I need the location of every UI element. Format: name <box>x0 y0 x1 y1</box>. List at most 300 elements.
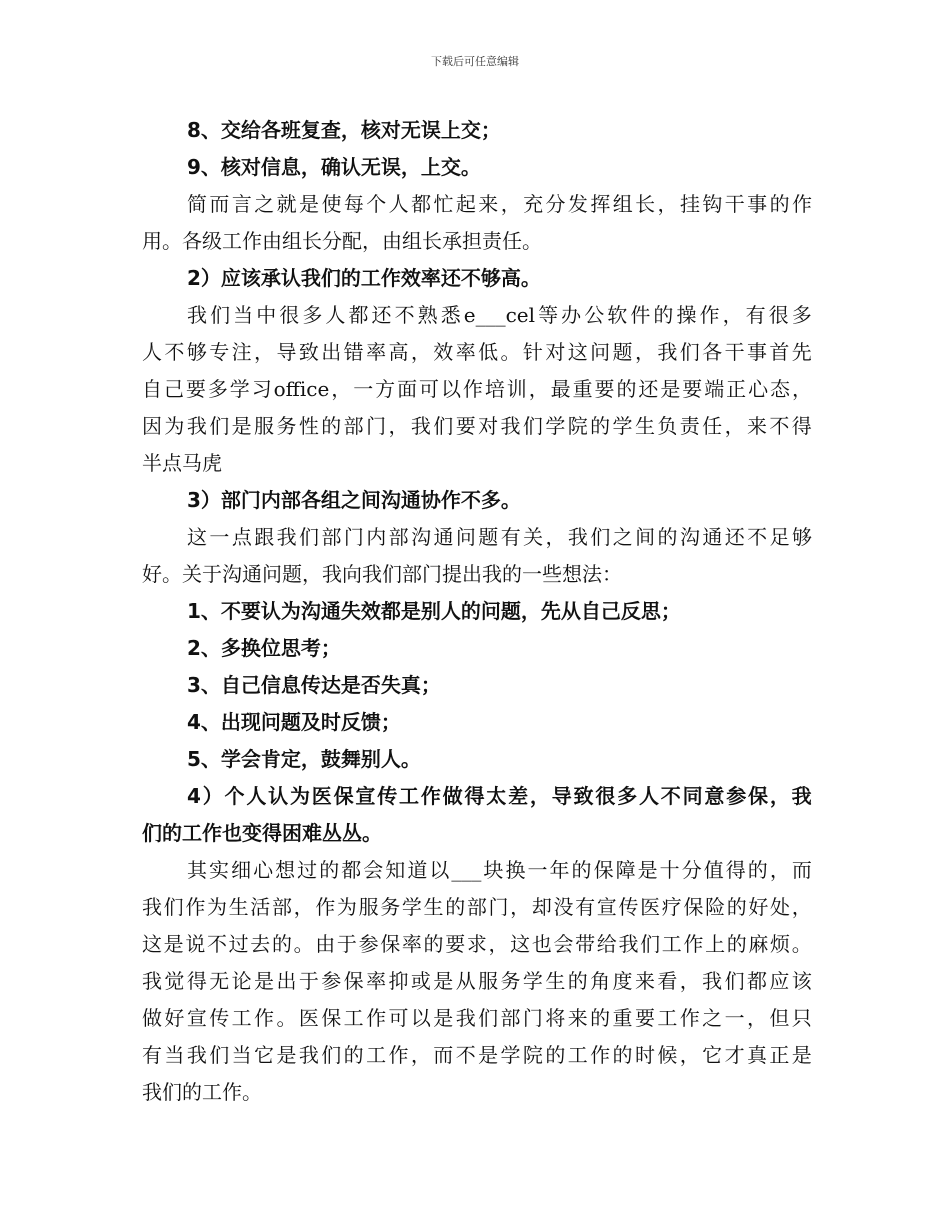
text-glyph: ， <box>528 377 549 401</box>
text-glyph: 门 <box>522 1006 543 1030</box>
text-glyph: 正 <box>726 377 747 401</box>
text-glyph: 这 <box>142 932 162 956</box>
text-glyph: 给 <box>596 932 617 956</box>
text-glyph: 活 <box>250 895 271 919</box>
text-glyph: 不 <box>455 1043 476 1067</box>
text-glyph: 们 <box>522 414 543 438</box>
text-glyph: 还 <box>724 525 745 549</box>
text-glyph: 抑 <box>388 969 409 993</box>
text-glyph: 过 <box>297 858 318 882</box>
text-glyph: 服 <box>254 414 275 438</box>
text-glyph: 有 <box>500 525 521 549</box>
text-glyph: 都 <box>411 192 432 216</box>
text-glyph: 块 <box>483 858 504 882</box>
text-glyph: 是 <box>637 858 658 882</box>
text-glyph: 们 <box>433 414 454 438</box>
text-glyph: office <box>273 377 330 401</box>
text-glyph: 为 <box>289 784 310 808</box>
text-glyph: 服 <box>478 969 499 993</box>
text-glyph: 们 <box>163 895 184 919</box>
text-line: 我们的工作。 <box>142 1080 262 1104</box>
text-glyph: 率 <box>366 340 387 364</box>
text-glyph: 们 <box>299 525 320 549</box>
text-glyph: 组 <box>612 192 633 216</box>
text-glyph: 不 <box>747 525 768 549</box>
text-line <box>142 889 812 926</box>
text-glyph: 作 <box>590 1043 611 1067</box>
text-glyph: 应 <box>769 969 790 993</box>
text-glyph: 来 <box>567 1006 588 1030</box>
text-glyph: 医 <box>298 1006 319 1030</box>
text-glyph: 宣 <box>596 895 617 919</box>
text-glyph: ， <box>791 895 812 919</box>
text-glyph: 值 <box>703 858 724 882</box>
text-glyph: 处 <box>770 895 791 919</box>
text-glyph: 一 <box>724 1006 745 1030</box>
text-glyph: 件 <box>630 303 651 327</box>
text-line: 半点马虎 <box>142 451 222 475</box>
text-glyph: 务 <box>276 414 297 438</box>
text-glyph: 参 <box>358 932 379 956</box>
text-glyph: ， <box>769 784 790 808</box>
text-glyph: 传 <box>377 784 398 808</box>
text-glyph: 们 <box>321 1043 342 1067</box>
text-glyph: 端 <box>704 377 725 401</box>
text-glyph: 参 <box>321 969 342 993</box>
text-glyph: 务 <box>380 895 401 919</box>
text-glyph: ， <box>634 340 655 364</box>
text-glyph: 认 <box>268 784 289 808</box>
text-glyph: 等 <box>538 303 559 327</box>
text-glyph: 都 <box>348 303 369 327</box>
text-line: 3、自己信息传达是否失真； <box>187 673 441 697</box>
text-glyph: 服 <box>358 895 379 919</box>
text-glyph: 很 <box>768 303 789 327</box>
text-line <box>142 1037 812 1074</box>
text-glyph: 发 <box>567 192 588 216</box>
text-glyph: 多 <box>302 303 323 327</box>
text-glyph: 的 <box>571 858 592 882</box>
text-glyph: ， <box>722 303 743 327</box>
text-glyph: 真 <box>746 1043 767 1067</box>
text-glyph: 无 <box>209 969 230 993</box>
text-glyph: 院 <box>522 1043 543 1067</box>
text-glyph: 的 <box>590 1006 611 1030</box>
text-glyph: 人 <box>142 340 162 364</box>
text-glyph: 我 <box>500 414 521 438</box>
text-glyph: e___cel <box>463 303 536 327</box>
document-body <box>142 112 812 1111</box>
text-glyph: 去 <box>250 932 271 956</box>
text-glyph: 们 <box>209 414 230 438</box>
text-glyph: 点 <box>231 525 252 549</box>
text-glyph: 才 <box>724 1043 745 1067</box>
text-glyph: 是 <box>660 377 681 401</box>
text-glyph: 的 <box>423 932 444 956</box>
text-glyph: 很 <box>595 784 616 808</box>
text-line <box>142 297 812 334</box>
text-glyph: ， <box>410 1043 431 1067</box>
text-glyph: 部 <box>500 1006 521 1030</box>
text-glyph: 注 <box>231 340 252 364</box>
text-glyph: 我 <box>142 895 162 919</box>
text-glyph: 率 <box>401 932 422 956</box>
text-glyph: 于 <box>336 932 357 956</box>
text-glyph: 于 <box>298 969 319 993</box>
text-glyph: 作 <box>699 303 720 327</box>
text-line: 3）部门内部各组之间沟通协作不多。 <box>187 488 521 512</box>
text-glyph: 上 <box>705 932 726 956</box>
text-glyph: 保 <box>333 784 354 808</box>
text-glyph: 有 <box>142 1043 162 1067</box>
text-glyph: 我 <box>410 414 431 438</box>
text-glyph: 的 <box>657 525 678 549</box>
text-glyph: 是 <box>254 969 275 993</box>
text-glyph: 专 <box>209 340 230 364</box>
text-glyph: 来 <box>634 969 655 993</box>
text-glyph: 作 <box>791 192 812 216</box>
text-glyph: 个 <box>224 784 245 808</box>
text-glyph: ， <box>510 895 531 919</box>
text-glyph: 的 <box>653 303 674 327</box>
text-glyph: 是 <box>276 1043 297 1067</box>
text-glyph: 操 <box>676 303 697 327</box>
text-line: 用。各级工作由组长分配，由组长承担责任。 <box>142 229 542 253</box>
text-glyph: 得 <box>791 414 812 438</box>
text-glyph: 为 <box>336 895 357 919</box>
text-glyph: 就 <box>276 192 297 216</box>
text-glyph: 问 <box>455 525 476 549</box>
text-glyph: 各 <box>702 340 723 364</box>
text-line: 们的工作也变得困难丛丛。 <box>142 821 382 845</box>
text-glyph: 工 <box>657 1006 678 1030</box>
text-glyph: 的 <box>726 895 747 919</box>
text-glyph: 4 <box>187 784 201 808</box>
text-glyph: 们 <box>210 303 231 327</box>
text-glyph: 要 <box>594 377 615 401</box>
text-glyph: 之 <box>702 1006 723 1030</box>
text-glyph: 心 <box>748 377 769 401</box>
text-glyph: ， <box>254 340 275 364</box>
text-glyph: ， <box>545 525 566 549</box>
text-glyph: 部 <box>321 525 342 549</box>
text-glyph: 多 <box>207 377 228 401</box>
text-glyph: 忙 <box>433 192 454 216</box>
text-glyph: 知 <box>385 858 406 882</box>
text-glyph: ， <box>724 414 745 438</box>
text-glyph: 得 <box>464 784 485 808</box>
text-glyph: 不 <box>394 303 415 327</box>
text-glyph: 的 <box>545 1043 566 1067</box>
text-glyph: 是 <box>478 1043 499 1067</box>
text-glyph: 参 <box>726 784 747 808</box>
text-glyph: 的 <box>271 932 292 956</box>
text-glyph: 们 <box>478 1006 499 1030</box>
text-glyph: 当 <box>233 303 254 327</box>
text-glyph: 自 <box>142 377 162 401</box>
page-header: 下载后可任意编辑 <box>431 55 519 68</box>
text-glyph: 不 <box>164 340 185 364</box>
text-glyph: 想 <box>275 858 296 882</box>
text-glyph: 院 <box>567 414 588 438</box>
text-glyph: 工 <box>399 784 420 808</box>
text-glyph: 先 <box>791 340 812 364</box>
text-glyph: 是 <box>433 1006 454 1030</box>
text-glyph: 。 <box>500 340 521 364</box>
text-glyph: 通 <box>702 525 723 549</box>
text-glyph: 是 <box>791 1043 812 1067</box>
text-glyph: 传 <box>209 1006 230 1030</box>
text-glyph: 可 <box>388 1006 409 1030</box>
text-glyph: 得 <box>186 969 207 993</box>
text-glyph: 人 <box>325 303 346 327</box>
text-glyph: ___ <box>451 858 482 882</box>
text-glyph: 们 <box>590 525 611 549</box>
text-glyph: 传 <box>618 895 639 919</box>
text-glyph: 麻 <box>748 932 769 956</box>
text-glyph: 软 <box>607 303 628 327</box>
text-glyph: 看 <box>657 969 678 993</box>
text-glyph: 疗 <box>661 895 682 919</box>
text-glyph: 我 <box>657 340 678 364</box>
text-glyph: 障 <box>615 858 636 882</box>
text-glyph: 高 <box>388 340 409 364</box>
text-glyph: 务 <box>500 969 521 993</box>
text-glyph: ， <box>410 340 431 364</box>
text-glyph: 有 <box>745 303 766 327</box>
text-glyph: 生 <box>423 895 444 919</box>
text-glyph: 充 <box>523 192 544 216</box>
text-glyph: 差 <box>508 784 529 808</box>
text-line: 9、核对信息，确认无误，上交。 <box>187 155 481 179</box>
text-glyph: 门 <box>343 525 364 549</box>
text-glyph: 一 <box>527 858 548 882</box>
text-glyph: 首 <box>769 340 790 364</box>
text-glyph: 好 <box>164 1006 185 1030</box>
text-glyph: 公 <box>584 303 605 327</box>
text-glyph: 时 <box>634 1043 655 1067</box>
text-glyph: 们 <box>679 340 700 364</box>
text-glyph: 部 <box>466 895 487 919</box>
text-glyph: 门 <box>366 414 387 438</box>
text-glyph: 。 <box>293 932 314 956</box>
text-glyph: 求 <box>466 932 487 956</box>
text-glyph: 们 <box>209 1043 230 1067</box>
text-glyph: 致 <box>298 340 319 364</box>
text-glyph: 可 <box>419 377 439 401</box>
text-glyph: 要 <box>634 1006 655 1030</box>
text-glyph: 我 <box>455 1006 476 1030</box>
text-glyph: 而 <box>791 858 812 882</box>
text-glyph: 当 <box>164 1043 185 1067</box>
text-glyph: 的 <box>769 192 790 216</box>
text-glyph: 出 <box>276 969 297 993</box>
text-glyph: 没 <box>553 895 574 919</box>
text-glyph: ， <box>488 932 509 956</box>
text-glyph: 生 <box>228 895 249 919</box>
text-glyph: 要 <box>185 377 206 401</box>
text-line: 8、交给各班复查，核对无误上交； <box>187 118 501 142</box>
text-glyph: 说 <box>185 932 206 956</box>
text-glyph: 作 <box>420 784 441 808</box>
text-line <box>142 778 812 815</box>
text-glyph: 保 <box>343 969 364 993</box>
text-glyph: 十 <box>659 858 680 882</box>
text-glyph: 工 <box>661 932 682 956</box>
text-glyph: 作 <box>185 895 206 919</box>
text-glyph: 关 <box>523 525 544 549</box>
text-glyph: 还 <box>638 377 659 401</box>
text-glyph: 办 <box>561 303 582 327</box>
text-glyph: 保 <box>683 895 704 919</box>
text-line <box>142 963 812 1000</box>
text-glyph: ， <box>746 1006 767 1030</box>
text-glyph: 人 <box>246 784 267 808</box>
text-glyph: 己 <box>163 377 184 401</box>
text-glyph: 它 <box>702 1043 723 1067</box>
text-glyph: 候 <box>657 1043 678 1067</box>
text-glyph: 的 <box>343 1043 364 1067</box>
text-glyph: 。 <box>276 1006 297 1030</box>
text-glyph: 但 <box>769 1006 790 1030</box>
text-glyph: 面 <box>397 377 418 401</box>
text-glyph: 每 <box>343 192 364 216</box>
text-glyph: 实 <box>209 858 230 882</box>
text-glyph: 责 <box>679 414 700 438</box>
text-glyph: 要 <box>682 377 703 401</box>
text-glyph: 作 <box>679 1006 700 1030</box>
text-glyph: 门 <box>488 895 509 919</box>
text-glyph: 保 <box>380 932 401 956</box>
text-glyph: 中 <box>256 303 277 327</box>
text-glyph: 事 <box>747 192 768 216</box>
text-glyph: 针 <box>522 340 543 364</box>
text-glyph: 以 <box>429 858 450 882</box>
text-glyph: 我 <box>298 1043 319 1067</box>
text-glyph: 致 <box>573 784 594 808</box>
text-glyph: 以 <box>410 1006 431 1030</box>
text-glyph: 的 <box>319 858 340 882</box>
text-glyph: 效 <box>433 340 454 364</box>
text-glyph: 医 <box>311 784 332 808</box>
text-glyph: 保 <box>593 858 614 882</box>
text-glyph: 因 <box>142 414 162 438</box>
text-glyph: ， <box>500 192 521 216</box>
text-glyph: 而 <box>433 1043 454 1067</box>
text-glyph: 的 <box>445 895 466 919</box>
text-glyph: 我 <box>791 784 812 808</box>
text-glyph: 沟 <box>679 525 700 549</box>
text-glyph: 我 <box>142 969 162 993</box>
text-glyph: 我 <box>567 525 588 549</box>
text-glyph: 烦 <box>770 932 791 956</box>
text-glyph: 生 <box>634 414 655 438</box>
text-glyph: 的 <box>612 1043 633 1067</box>
text-glyph: 过 <box>228 932 249 956</box>
text-glyph: 出 <box>321 340 342 364</box>
text-glyph: 熟 <box>417 303 438 327</box>
text-glyph: 不 <box>660 784 681 808</box>
text-glyph: 带 <box>575 932 596 956</box>
text-glyph: 方 <box>375 377 396 401</box>
text-glyph: 由 <box>315 932 336 956</box>
text-glyph: 换 <box>505 858 526 882</box>
text-glyph: 要 <box>445 932 466 956</box>
text-glyph: 率 <box>455 340 476 364</box>
text-glyph: 是 <box>163 932 184 956</box>
text-glyph: 分 <box>545 192 566 216</box>
text-glyph: 任 <box>702 414 723 438</box>
text-glyph: 间 <box>635 525 656 549</box>
text-glyph: 钩 <box>702 192 723 216</box>
text-glyph: 学 <box>612 414 633 438</box>
text-glyph: 的 <box>616 377 637 401</box>
text-glyph: 题 <box>478 525 499 549</box>
text-glyph: 是 <box>433 969 454 993</box>
text-glyph: 宣 <box>355 784 376 808</box>
text-line: 好。关于沟通问题，我向我们部门提出我的一些想法： <box>142 562 622 586</box>
text-glyph: 培 <box>484 377 505 401</box>
text-glyph: 习 <box>251 377 272 401</box>
text-glyph: ， <box>769 858 790 882</box>
text-glyph: 一 <box>353 377 374 401</box>
text-glyph: 重 <box>572 377 593 401</box>
text-glyph: 干 <box>724 340 745 364</box>
text-glyph: 保 <box>748 784 769 808</box>
text-glyph: 以 <box>440 377 461 401</box>
text-glyph: 负 <box>657 414 678 438</box>
text-glyph: 同 <box>682 784 703 808</box>
text-glyph: 导 <box>551 784 572 808</box>
text-glyph: 够 <box>791 525 812 549</box>
text-glyph: ， <box>791 377 812 401</box>
text-glyph: ， <box>388 414 409 438</box>
text-glyph: 来 <box>478 192 499 216</box>
text-glyph: 是 <box>299 192 320 216</box>
text-glyph: 我 <box>276 525 297 549</box>
text-glyph: 我 <box>186 414 207 438</box>
text-line: 1、不要认为沟通失效都是别人的问题，先从自己反思； <box>187 599 681 623</box>
text-glyph: ， <box>657 192 678 216</box>
text-glyph: 却 <box>531 895 552 919</box>
text-line <box>142 519 812 556</box>
text-glyph: 也 <box>531 932 552 956</box>
text-glyph: 对 <box>545 340 566 364</box>
text-glyph: 跟 <box>254 525 275 549</box>
text-glyph: 起 <box>455 192 476 216</box>
text-glyph: 太 <box>486 784 507 808</box>
text-glyph: 细 <box>231 858 252 882</box>
text-glyph: 为 <box>206 895 227 919</box>
text-glyph: 学 <box>401 895 422 919</box>
text-glyph: 度 <box>612 969 633 993</box>
text-glyph: 觉 <box>164 969 185 993</box>
text-glyph: 部 <box>271 895 292 919</box>
text-glyph: 。 <box>791 932 812 956</box>
text-glyph: 我 <box>187 303 207 327</box>
text-glyph: 作 <box>388 1043 409 1067</box>
text-glyph: 年 <box>549 858 570 882</box>
text-glyph: 多 <box>791 303 812 327</box>
text-glyph: ， <box>679 1043 700 1067</box>
text-glyph: 都 <box>746 969 767 993</box>
text-glyph: 工 <box>343 1006 364 1030</box>
text-glyph: 作 <box>683 932 704 956</box>
text-line: 2、多换位思考； <box>187 636 341 660</box>
text-glyph: ， <box>293 895 314 919</box>
text-glyph: 有 <box>575 895 596 919</box>
text-glyph: 们 <box>640 932 661 956</box>
